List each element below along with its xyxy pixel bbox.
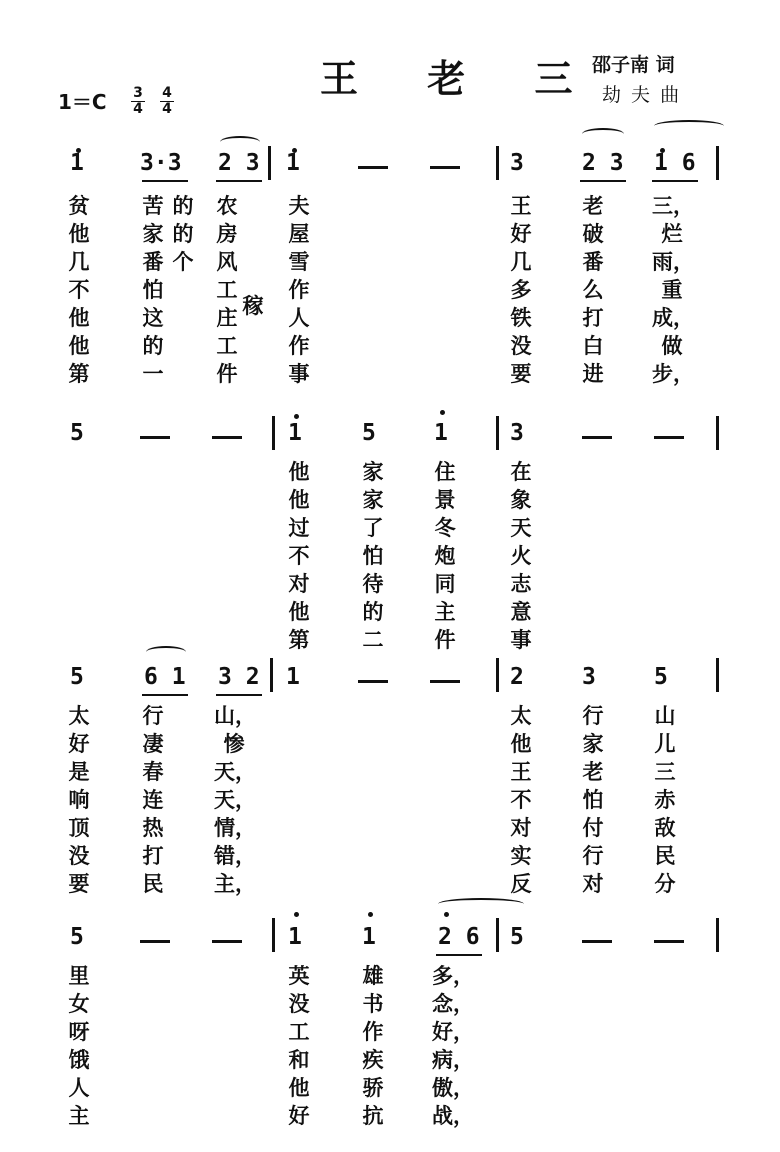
- note: 3: [510, 420, 524, 446]
- lyric-column: 多，念，好，病，傲，战，: [432, 963, 474, 1128]
- note: 2 6: [438, 924, 480, 950]
- note: 5: [510, 924, 524, 950]
- note: 1: [286, 150, 300, 176]
- key-signature: 1＝C: [58, 90, 107, 114]
- note: 5: [70, 420, 84, 446]
- note: 3: [582, 664, 596, 690]
- note: 6 1: [144, 664, 186, 690]
- lyric-column: 的的 个: [172, 193, 194, 274]
- lyric-column: 苦家番怕这的一: [142, 193, 164, 386]
- composer-credit: 劫 夫 曲: [602, 84, 682, 106]
- note: 5: [362, 420, 376, 446]
- lyric-column: 住景冬炮同主件: [434, 459, 456, 652]
- lyric-column: 行家老怕付行对: [582, 703, 604, 896]
- lyric-column: 贫他几不他他第: [68, 193, 90, 386]
- lyric-column: 三，烂雨，重成，做步，: [652, 193, 694, 386]
- note: 2 3: [582, 150, 624, 176]
- time-signature-4-4: $\frac{4}{4}$: [160, 86, 174, 117]
- time-signature-3-4: $\frac{3}{4}$: [131, 86, 145, 117]
- note: 5: [654, 664, 668, 690]
- note: 5: [70, 924, 84, 950]
- lyric-column: 老破番么打白进: [582, 193, 604, 386]
- lyric-column: 太好是响顶没要: [68, 703, 90, 896]
- lyric-column: 英没工和他好: [288, 963, 310, 1128]
- lyric-column: 稼: [242, 293, 264, 318]
- note: 3: [510, 150, 524, 176]
- note: 3·3: [140, 150, 182, 176]
- lyric-column: 他他过不对他第: [288, 459, 310, 652]
- note: 1: [434, 420, 448, 446]
- lyric-column: 太他王不对实反: [510, 703, 532, 896]
- note: 1: [288, 924, 302, 950]
- lyric-column: 夫屋雪作人作事: [288, 193, 310, 386]
- note: 1: [70, 150, 84, 176]
- lyricist-credit: 邵子南 词: [592, 54, 675, 76]
- note: 1: [288, 420, 302, 446]
- note: 1 6: [654, 150, 696, 176]
- lyric-column: 里女呀饿人主: [68, 963, 90, 1128]
- note: 2 3: [218, 150, 260, 176]
- note: 3 2: [218, 664, 260, 690]
- lyric-column: 山，惨天，天，情，错，主，: [214, 703, 256, 896]
- note: 5: [70, 664, 84, 690]
- note: 2: [510, 664, 524, 690]
- lyric-column: 行凄春连热打民: [142, 703, 164, 896]
- song-title: 王 老 三: [320, 57, 601, 101]
- lyric-column: 王好几多铁没要: [510, 193, 532, 386]
- lyric-column: 雄书作疾骄抗: [362, 963, 384, 1128]
- note: 1: [286, 664, 300, 690]
- lyric-column: 家家了怕待的二: [362, 459, 384, 652]
- lyric-column: 山儿三赤敌民分: [654, 703, 676, 896]
- note: 1: [362, 924, 376, 950]
- lyric-column: 在象天火志意事: [510, 459, 532, 652]
- lyric-column: 农房风工庄工件: [216, 193, 238, 386]
